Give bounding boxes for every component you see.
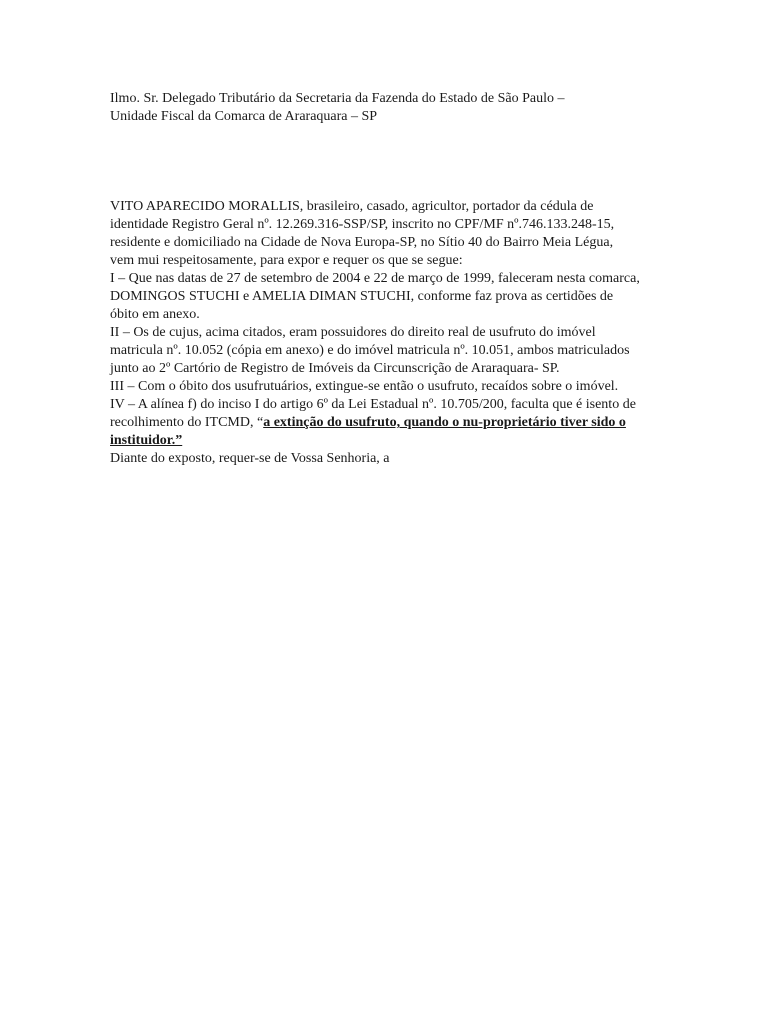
addressee-line-2: Unidade Fiscal da Comarca de Araraquara – SP [110, 109, 378, 124]
item-4 [110, 396, 640, 450]
document-page [110, 90, 640, 468]
item-4-text: IV – A alínea f) do inciso I do artigo 6º da Lei Estadual nº. 10.705/200, faculta que é isento de recolhimento do ITCMD, “ [110, 397, 636, 430]
addressee-block [110, 90, 640, 126]
item-2: II – Os de cujus, acima citados, eram possuidores do direito real de usufruto do imóvel matricula nº. 10.052 (cópia em anexo) e do imóvel matricula nº. 10.051, ambos matriculados junto ao 2º Cartório de Registro de Imóveis da Circunscrição de Araraquara- SP. [110, 325, 630, 376]
item-1: I – Que nas datas de 27 de setembro de 2004 e 22 de março de 1999, faleceram nesta comarca, DOMINGOS STUCHI e AMELIA DIMAN STUCHI, conforme faz prova as certidões de óbito em anexo. [110, 271, 640, 322]
closing-paragraph: Diante do exposto, requer-se de Vossa Senhoria, a [110, 451, 390, 466]
party-qualification: VITO APARECIDO MORALLIS, brasileiro, casado, agricultor, portador da cédula de identidade Registro Geral nº. 12.269.316-SSP/SP, inscrito no CPF/MF nº.746.133.248-15, residente e domiciliado na Cidade de Nova Europa-SP, no Sítio 40 do Bairro Meia Légua, vem mui respeitosamente, para expor e requer os que se segue: [110, 199, 615, 268]
item-4-quote: a extinção do usufruto, quando o nu-proprietário tiver sido o instituidor.” [110, 415, 626, 448]
item-3: III – Com o óbito dos usufrutuários, extingue-se então o usufruto, recaídos sobre o imóvel. [110, 379, 619, 394]
addressee-line-1: Ilmo. Sr. Delegado Tributário da Secretaria da Fazenda do Estado de São Paulo – [110, 91, 565, 106]
